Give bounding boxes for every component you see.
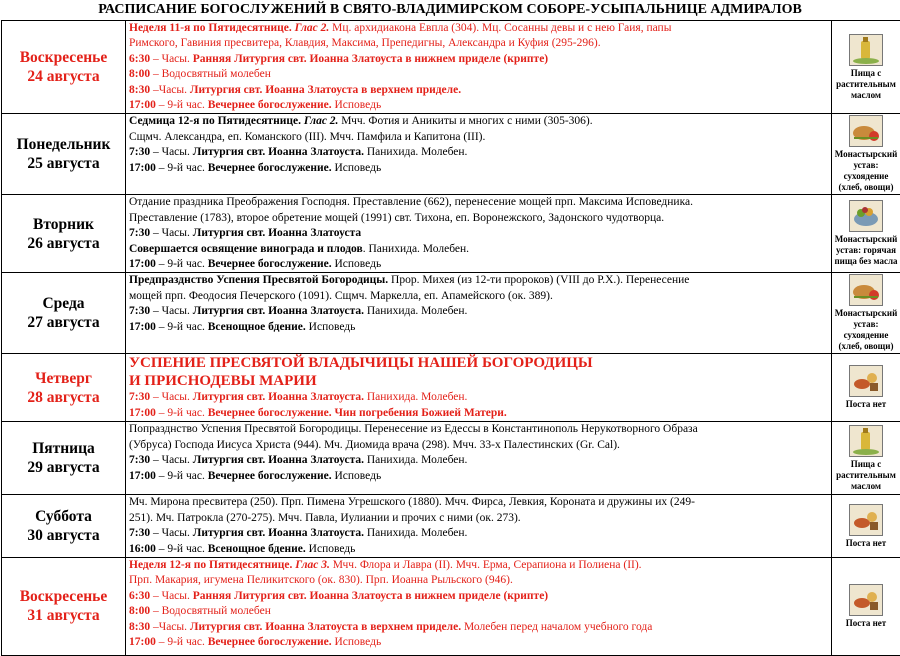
day-cell [2, 422, 126, 495]
date: 24 августа [2, 67, 125, 86]
fish-icon [849, 365, 883, 397]
service-hours: –Часы. [150, 621, 190, 633]
service-name: Вечернее богослужение. [208, 99, 332, 111]
service-hours: – Часы. [150, 590, 193, 602]
service-name: Всенощное бдение. [208, 321, 306, 333]
service-hours: – Часы. [150, 53, 193, 65]
weekday: Воскресенье [2, 587, 125, 606]
food-label: Пища с растительным маслом [832, 459, 900, 492]
feast-title: И ПРИСНОДЕВЫ МАРИИ [129, 372, 829, 390]
service-extra: Панихида. Молебен. [364, 391, 467, 403]
food-cell [832, 557, 900, 655]
service-time: 8:30 [129, 621, 150, 633]
service-name: Вечернее богослужение. Чин погребения Божией Матери. [208, 407, 507, 419]
day-row [2, 273, 900, 354]
service-hours: – Часы. [150, 391, 193, 403]
service-time: 17:00 [129, 636, 156, 648]
service-name: Ранняя Литургия свт. Иоанна Златоуста в нижнем приделе (крипте) [193, 53, 548, 65]
service-time: 7:30 [129, 146, 150, 158]
service-name: Литургия свт. Иоанна Златоуста. [193, 391, 364, 403]
service-extra: Молебен перед началом учебного года [461, 621, 652, 633]
oil-icon [849, 425, 883, 457]
service-extra: Панихида. Молебен. [364, 305, 467, 317]
weekday: Пятница [2, 439, 125, 458]
date: 26 августа [2, 234, 125, 253]
tone: Глас 2. [295, 22, 332, 34]
service-time: 6:30 [129, 590, 150, 602]
service-time: 17:00 [129, 321, 156, 333]
food-cell [832, 21, 900, 114]
service-time: 7:30 [129, 391, 150, 403]
saints-text: Мч. Мирона пресвитера (250). Прп. Пимена Угрешского (1880). Мчч. Фирса, Левкия, Короната и дружины их (249- [129, 496, 695, 508]
confession: Исповедь [332, 99, 382, 111]
food-label: Поста нет [832, 618, 900, 629]
service-time: 8:00 [129, 605, 150, 617]
tone: Глас 2. [304, 115, 341, 127]
food-cell [832, 195, 900, 273]
day-content [126, 422, 832, 495]
service-name: Ранняя Литургия свт. Иоанна Златоуста в нижнем приделе (крипте) [193, 590, 548, 602]
confession: Исповедь [332, 470, 382, 482]
food-label: Пища с растительным маслом [832, 68, 900, 101]
service-hours: – 9-й час. [156, 407, 208, 419]
service-time: 8:30 [129, 84, 150, 96]
food-label: Монастырский устав: сухоядение (хлеб, овощи) [832, 149, 900, 193]
day-content [126, 273, 832, 354]
tone: Глас 3. [295, 559, 332, 571]
service-hours: – 9-й час. [156, 99, 208, 111]
weekday: Понедельник [2, 135, 125, 154]
service-hours: – Часы. [150, 305, 193, 317]
fish-icon [849, 504, 883, 536]
service-name: – Водосвятный молебен [150, 605, 271, 617]
date: 31 августа [2, 606, 125, 625]
saints-text: Отдание праздника Преображения Господня. Преставление (662), перенесение мощей прп. Максима Исповедника. [129, 196, 693, 208]
saints-text: Мц. архидиакона Евпла (304). Мц. Сосанны девы и с нею Гаия, папы [332, 22, 671, 34]
service-hours: – 9-й час. [156, 258, 208, 270]
service-name: Совершается освящение винограда и плодов [129, 243, 363, 255]
service-hours: – 9-й час. [156, 321, 208, 333]
food-label: Монастырский устав: горячая пища без масла [832, 234, 900, 267]
day-cell [2, 495, 126, 558]
day-row [2, 422, 900, 495]
saints-text: 251). Мч. Патрокла (270-275). Мчч. Павла, Иулиании и прочих с ними (ок. 273). [129, 512, 521, 524]
day-content [126, 21, 832, 114]
saints-text: Римского, Гавиния пресвитера, Клавдия, Максима, Препедигны, Александра и Куфия (295-296). [129, 37, 601, 49]
day-cell [2, 114, 126, 195]
service-time: 17:00 [129, 470, 156, 482]
confession: Исповедь [332, 636, 382, 648]
service-hours: –Часы. [150, 84, 190, 96]
schedule-table [1, 20, 900, 656]
service-time: 17:00 [129, 407, 156, 419]
service-name: Литургия свт. Иоанна Златоуста в верхнем приделе. [190, 621, 461, 633]
service-hours: – 9-й час. [156, 470, 208, 482]
saints-text: Мчч. Флора и Лавра (II). Мчч. Ерма, Серапиона и Полиена (II). [333, 559, 642, 571]
service-time: 17:00 [129, 162, 156, 174]
service-name: Литургия свт. Иоанна Златоуста в верхнем приделе. [190, 84, 461, 96]
weekday: Вторник [2, 215, 125, 234]
service-hours: – Часы. [150, 146, 193, 158]
food-cell [832, 114, 900, 195]
feast-title: УСПЕНИЕ ПРЕСВЯТОЙ ВЛАДЫЧИЦЫ НАШЕЙ БОГОРОДИЦЫ [129, 354, 829, 372]
page-title: РАСПИСАНИЕ БОГОСЛУЖЕНИЙ В СВЯТО-ВЛАДИМИРСКОМ СОБОРЕ-УСЫПАЛЬНИЦЕ АДМИРАЛОВ [0, 0, 900, 20]
day-cell [2, 21, 126, 114]
day-row [2, 557, 900, 655]
service-extra: Панихида. Молебен. [364, 146, 467, 158]
service-extra: Панихида. Молебен. [364, 454, 467, 466]
saints-text: мощей прп. Феодосия Печерского (1091). Сщмч. Маркелла, еп. Апамейского (ок. 389). [129, 290, 553, 302]
confession: Исповедь [306, 543, 356, 555]
fish-icon [849, 584, 883, 616]
service-time: 7:30 [129, 227, 150, 239]
saints-text: Прп. Макария, игумена Пеликитского (ок. 830). Прп. Иоанна Рыльского (946). [129, 574, 513, 586]
food-label: Поста нет [832, 538, 900, 549]
weekday: Четверг [2, 369, 125, 388]
day-content [126, 557, 832, 655]
service-time: 7:30 [129, 454, 150, 466]
date: 28 августа [2, 388, 125, 407]
day-content [126, 495, 832, 558]
service-hours: – 9-й час. [156, 636, 208, 648]
service-name: Литургия свт. Иоанна Златоуста. [193, 527, 364, 539]
bread-icon [849, 115, 883, 147]
service-time: 17:00 [129, 99, 156, 111]
service-name: Всенощное бдение. [208, 543, 306, 555]
day-row [2, 354, 900, 422]
confession: Исповедь [306, 321, 356, 333]
service-extra: Панихида. Молебен. [364, 527, 467, 539]
day-cell [2, 273, 126, 354]
service-name: Вечернее богослужение. [208, 470, 332, 482]
week-name: Седмица 12-я по Пятидесятнице. [129, 115, 304, 127]
service-time: 17:00 [129, 258, 156, 270]
pot-icon [849, 200, 883, 232]
service-extra: . Панихида. Молебен. [363, 243, 469, 255]
day-cell [2, 557, 126, 655]
weekday: Среда [2, 294, 125, 313]
day-content [126, 114, 832, 195]
day-row [2, 21, 900, 114]
confession: Исповедь [332, 258, 382, 270]
service-name: Литургия свт. Иоанна Златоуста. [193, 146, 364, 158]
service-hours: – Часы. [150, 527, 193, 539]
service-name: Вечернее богослужение. [208, 162, 332, 174]
saints-text: Сщмч. Александра, еп. Команского (III). Мчч. Памфила и Капитона (III). [129, 131, 485, 143]
weekday: Воскресенье [2, 48, 125, 67]
service-time: 6:30 [129, 53, 150, 65]
food-label: Поста нет [832, 399, 900, 410]
weekday: Суббота [2, 507, 125, 526]
oil-icon [849, 34, 883, 66]
day-cell [2, 195, 126, 273]
bread-icon [849, 274, 883, 306]
saints-text: Попразднство Успения Пресвятой Богородицы. Перенесение из Едессы в Константинополь Нерукотворного Образа [129, 423, 698, 435]
food-cell [832, 354, 900, 422]
food-cell [832, 495, 900, 558]
service-time: 8:00 [129, 68, 150, 80]
date: 27 августа [2, 313, 125, 332]
day-row [2, 195, 900, 273]
week-name: Неделя 11-я по Пятидесятнице. [129, 22, 295, 34]
food-label: Монастырский устав: сухоядение (хлеб, овощи) [832, 308, 900, 352]
service-time: 7:30 [129, 305, 150, 317]
day-row [2, 114, 900, 195]
saints-text: (Убруса) Господа Иисуса Христа (944). Мч. Диомида врача (298). Мчч. 33-х Палестинских (Gr. Cal). [129, 439, 620, 451]
food-cell [832, 422, 900, 495]
saints-text: Преставление (1783), второе обретение мощей (1991) свт. Тихона, еп. Воронежского, Задонского чудотворца. [129, 212, 664, 224]
saints-text: Мчч. Фотия и Аникиты и многих с ними (305-306). [341, 115, 592, 127]
service-name: Литургия свт. Иоанна Златоуста. [193, 454, 364, 466]
service-hours: – 9-й час. [156, 543, 208, 555]
service-hours: – 9-й час. [156, 162, 208, 174]
service-name: Вечернее богослужение. [208, 258, 332, 270]
feast-name: Предпразднство Успения Пресвятой Богородицы. [129, 274, 388, 286]
service-name: Вечернее богослужение. [208, 636, 332, 648]
saints-text: Прор. Михея (из 12-ти пророков) (VIII до Р.Х.). Перенесение [388, 274, 689, 286]
service-name: Литургия свт. Иоанна Златоуста. [193, 305, 364, 317]
date: 30 августа [2, 526, 125, 545]
date: 29 августа [2, 458, 125, 477]
service-name: Литургия свт. Иоанна Златоуста [193, 227, 361, 239]
confession: Исповедь [332, 162, 382, 174]
service-hours: – Часы. [150, 227, 193, 239]
service-time: 16:00 [129, 543, 156, 555]
day-content [126, 354, 832, 422]
week-name: Неделя 12-я по Пятидесятнице. [129, 559, 295, 571]
day-cell [2, 354, 126, 422]
date: 25 августа [2, 154, 125, 173]
food-cell [832, 273, 900, 354]
service-name: – Водосвятный молебен [150, 68, 271, 80]
service-hours: – Часы. [150, 454, 193, 466]
day-content [126, 195, 832, 273]
day-row [2, 495, 900, 558]
service-time: 7:30 [129, 527, 150, 539]
